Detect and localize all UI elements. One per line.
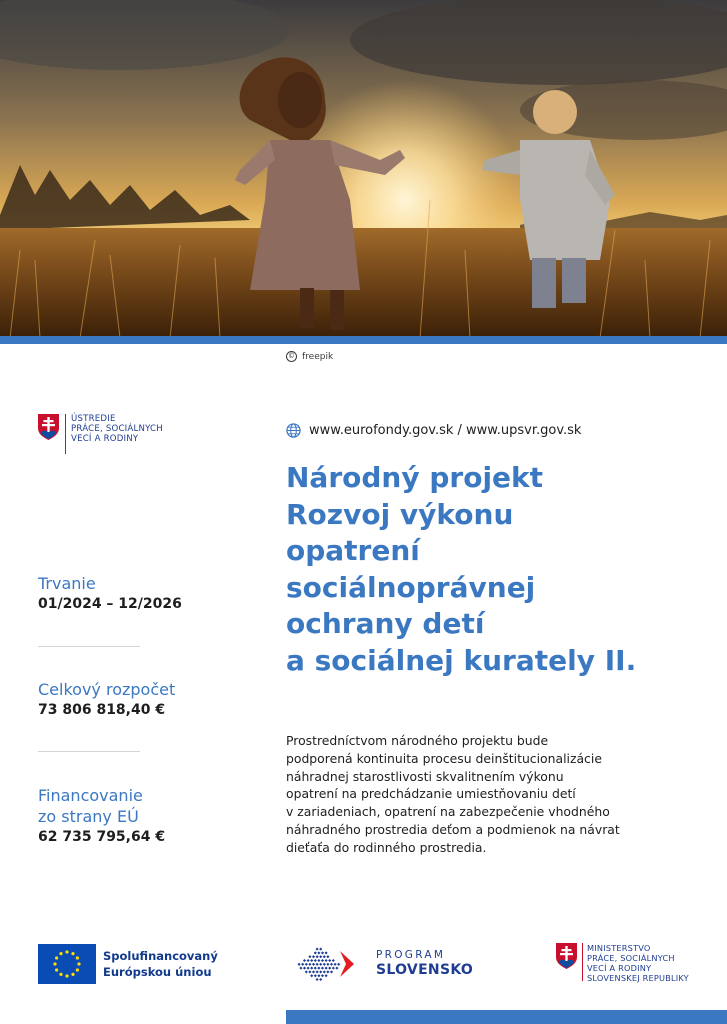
web-links-text[interactable]: www.eurofondy.gov.sk / www.upsvr.gov.sk: [309, 423, 582, 438]
program-dot: [337, 963, 340, 966]
program-dot: [326, 963, 329, 966]
web-links[interactable]: [286, 423, 581, 438]
program-dot: [317, 974, 320, 977]
program-dot: [312, 970, 315, 973]
program-dot: [310, 967, 313, 970]
program-dot: [307, 959, 310, 962]
program-dot: [321, 974, 324, 977]
eu-star: [65, 974, 68, 977]
fact-budget-value: 73 806 818,40 €: [38, 702, 166, 718]
fact-eu-funding-label-1: Financovanie: [38, 786, 143, 805]
logo-divider: [65, 414, 66, 454]
fact-eu-funding-label-2: zo strany EÚ: [38, 807, 139, 826]
ministry-logo-text: MINISTERSTVO PRÁCE, SOCIÁLNYCH VECÍ A RODINY SLOVENSKEJ REPUBLIKY: [587, 943, 689, 983]
program-dot: [335, 967, 338, 970]
program-dot: [332, 959, 335, 962]
eu-star: [77, 962, 80, 965]
slovak-coat-of-arms-icon: [556, 943, 577, 969]
program-dot: [316, 970, 319, 973]
project-description: Prostredníctvom národného projektu bude podporená kontinuita procesu deinštitucionalizácie náhradnej starostlivosti skvalitnením výkonu opatrení na predchádzanie umiestňovaniu detí v zariadeniach, opatrení na zabezpečenie vhodného náhradného prostredia deťom a podmienok na návrat dieťaťa do rodinného prostredia.: [286, 733, 620, 855]
program-dot: [321, 959, 324, 962]
program-dot: [312, 955, 315, 958]
program-dot: [314, 967, 317, 970]
eu-star: [71, 973, 74, 976]
fact-separator: [38, 646, 140, 647]
eu-star: [53, 962, 56, 965]
program-dot: [319, 948, 322, 951]
program-dot: [316, 948, 319, 951]
photo-credit: [286, 351, 333, 362]
program-slovensko-mark-icon: [296, 943, 376, 985]
program-dot: [325, 974, 328, 977]
eu-star: [76, 968, 79, 971]
photo-credit-text: freepik: [302, 351, 334, 362]
program-slovensko-text: PROGRAM SLOVENSKO: [376, 949, 474, 978]
program-dot: [326, 955, 329, 958]
eu-star: [55, 956, 58, 959]
fact-eu-funding: [38, 785, 165, 847]
program-dot: [317, 967, 320, 970]
program-dot: [307, 967, 310, 970]
program-dot: [334, 963, 337, 966]
program-dot: [314, 959, 317, 962]
program-dot: [299, 967, 302, 970]
program-dot: [301, 963, 304, 966]
project-title: Národný projekt Rozvoj výkonu opatrení sociálnoprávnej ochrany detí a sociálnej kurately II.: [286, 461, 637, 677]
globe-icon: [286, 423, 301, 438]
eu-star: [76, 956, 79, 959]
program-dot: [308, 955, 311, 958]
program-dot: [321, 967, 324, 970]
program-dot: [326, 970, 329, 973]
program-dot: [332, 967, 335, 970]
program-dot: [323, 955, 326, 958]
program-dot: [325, 959, 328, 962]
eu-star: [55, 968, 58, 971]
program-dot: [319, 978, 322, 981]
program-dot: [328, 967, 331, 970]
program-dot: [298, 963, 301, 966]
footer-accent-bar: [286, 1010, 727, 1024]
program-dot: [319, 955, 322, 958]
program-dot: [316, 955, 319, 958]
eu-star: [59, 973, 62, 976]
program-dot: [312, 963, 315, 966]
fact-budget-label: Celkový rozpočet: [38, 680, 176, 699]
program-dot: [319, 963, 322, 966]
program-dot: [303, 967, 306, 970]
fact-separator: [38, 751, 140, 752]
fact-duration: [38, 573, 182, 614]
eu-flag-icon: [38, 944, 96, 984]
eu-cofinanced-text: Spolufinancovaný Európskou úniou: [103, 949, 218, 979]
hero-photo: [0, 0, 727, 338]
program-dot: [330, 970, 333, 973]
program-dot: [308, 970, 311, 973]
program-dot: [323, 963, 326, 966]
program-dot: [314, 951, 317, 954]
copyright-icon: ©: [288, 352, 295, 360]
logo-divider: [582, 943, 583, 981]
program-dot: [325, 951, 328, 954]
program-dot: [319, 970, 322, 973]
hero-accent-bar: [0, 336, 727, 344]
program-dot: [328, 959, 331, 962]
program-dot: [314, 974, 317, 977]
fact-duration-value: 01/2024 – 12/2026: [38, 596, 182, 612]
program-dot: [316, 978, 319, 981]
program-dot: [310, 959, 313, 962]
eu-star: [65, 950, 68, 953]
eu-star: [71, 952, 74, 955]
program-dot: [317, 959, 320, 962]
eu-star: [59, 952, 62, 955]
program-dot: [310, 974, 313, 977]
program-dot: [316, 963, 319, 966]
program-dot: [330, 963, 333, 966]
ministry-logo: [556, 943, 689, 983]
program-dot: [325, 967, 328, 970]
upsvr-logo: [38, 414, 163, 454]
program-dot: [303, 959, 306, 962]
fact-eu-funding-value: 62 735 795,64 €: [38, 829, 166, 845]
program-dot: [308, 963, 311, 966]
program-dot: [323, 970, 326, 973]
upsvr-logo-text: ÚSTREDIE PRÁCE, SOCIÁLNYCH VECÍ A RODINY: [71, 414, 163, 444]
fact-duration-label: Trvanie: [38, 574, 96, 593]
program-dot: [317, 951, 320, 954]
program-dot: [305, 963, 308, 966]
program-dot: [305, 970, 308, 973]
fact-budget: [38, 679, 175, 720]
slovak-coat-of-arms-icon: [38, 414, 59, 440]
program-slovensko-logo: [296, 943, 473, 985]
eu-cofinanced-logo: [38, 944, 218, 984]
program-dot: [321, 951, 324, 954]
